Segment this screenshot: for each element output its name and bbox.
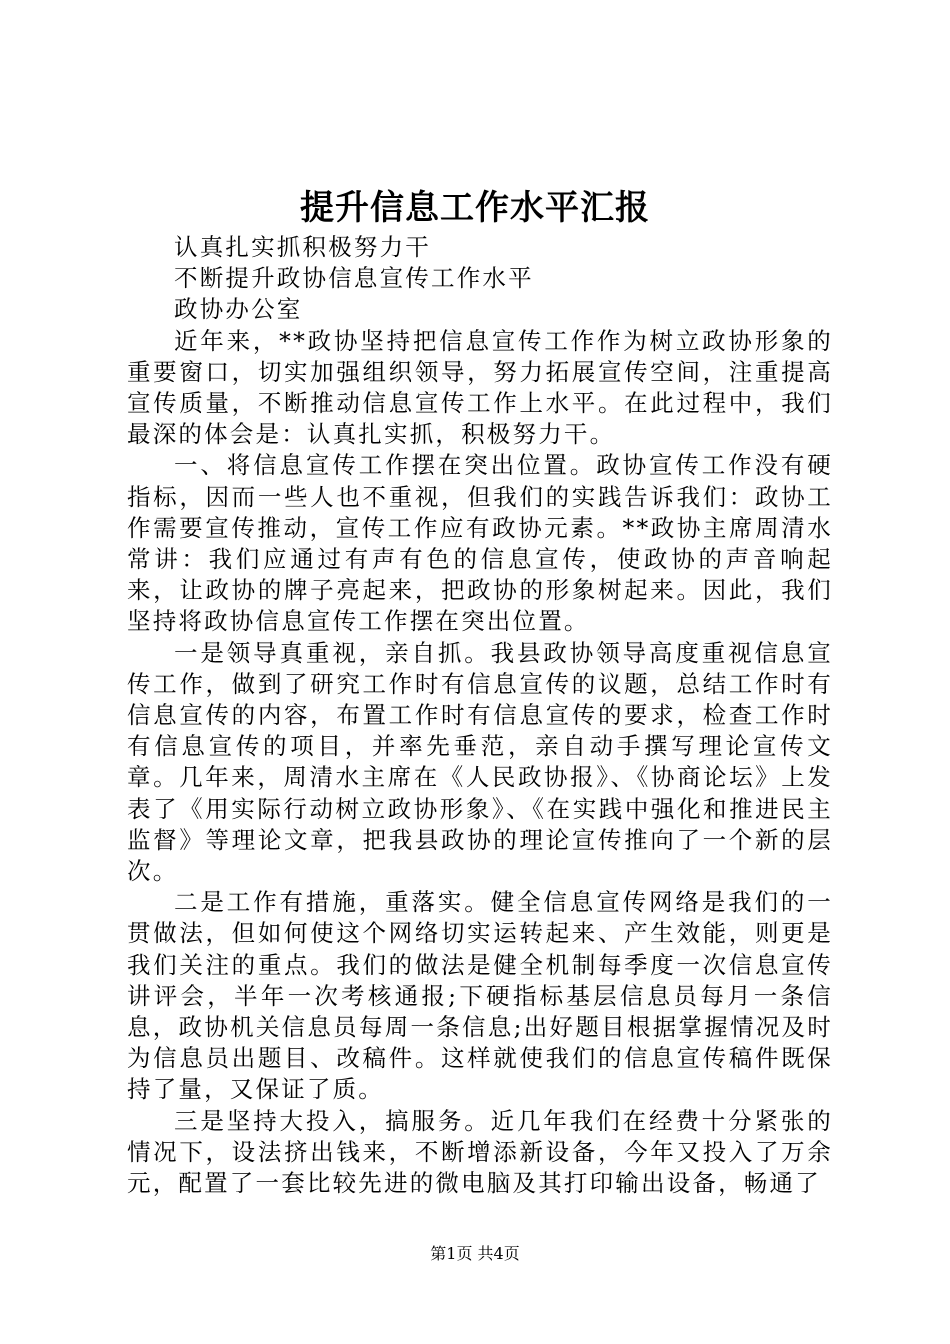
paragraph-point-1: 一是领导真重视，亲自抓。我县政协领导高度重视信息宣传工作，做到了研究工作时有信息宣传的议题，总结工作时有信息宣传的内容，布置工作时有信息宣传的要求，检查工作时有信息宣传的项目，并率先垂范，亲自动手撰写理论宣传文章。几年来，周清水主席在《人民政协报》、《协商论坛》上发表了《用实际行动树立政协形象》、《在实践中强化和推进民主监督》等理论文章，把我县政协的理论宣传推向了一个新的层次。 [127,638,833,886]
author-line: 政协办公室 [174,295,303,324]
document-body [127,232,833,1199]
paragraph-point-3: 三是坚持大投入，搞服务。近几年我们在经费十分紧张的情况下，设法挤出钱来，不断增添新设备，今年又投入了万余元，配置了一套比较先进的微电脑及其打印输出设备，畅通了 [127,1106,833,1198]
subtitle-line-1: 认真扎实抓积极努力干 [174,233,431,261]
paragraph-intro: 近年来，**政协坚持把信息宣传工作作为树立政协形象的重要窗口，切实加强组织领导，努力拓展宣传空间，注重提高宣传质量，不断推动信息宣传工作上水平。在此过程中，我们最深的体会是：认真扎实抓，积极努力干。 [127,326,833,449]
paragraph-point-2: 二是工作有措施，重落实。健全信息宣传网络是我们的一贯做法，但如何使这个网络切实运转起来、产生效能，则更是我们关注的重点。我们的做法是健全机制每季度一次信息宣传讲评会，半年一次考核通报;下硬指标基层信息员每月一条信息，政协机关信息员每周一条信息;出好题目根据掌握情况及时为信息员出题目、改稿件。这样就使我们的信息宣传稿件既保持了量，又保证了质。 [127,888,833,1104]
subtitle-line-2: 不断提升政协信息宣传工作水平 [174,264,534,293]
page-footer: 第1页 共4页 [430,1244,520,1263]
paragraph-section-1: 一、将信息宣传工作摆在突出位置。政协宣传工作没有硬指标，因而一些人也不重视，但我们的实践告诉我们：政协工作需要宣传推动，宣传工作应有政协元素。**政协主席周清水常讲：我们应通过有声有色的信息宣传，使政协的声音响起来，让政协的牌子亮起来，把政协的形象树起来。因此，我们坚持将政协信息宣传工作摆在突出位置。 [127,451,833,636]
document-title: 提升信息工作水平汇报 [300,188,650,228]
